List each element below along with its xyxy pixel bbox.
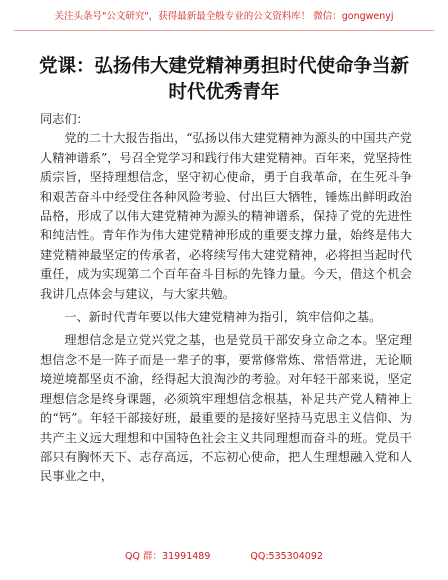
footer-contact [0,548,448,562]
greeting: 同志们： [40,112,89,126]
paragraph-intro: 党的二十大报告指出，“弘扬以伟大建党精神为源头的中国共产党人精神谱系”，号召全党学习和践行伟大建党精神。百年来，党坚持性质宗旨，坚持理想信念，坚守初心使命，勇于自我革命，在生死斗争和艰苦奋斗中经受住各种风险考验、付出巨大牺牲，锤炼出鲜明政治品格，形成了以伟大建党精神为源头的精神谱系，保持了党的先进性和纯洁性。青年作为伟大建党精神形成的重要支撑力量，始终是伟大建党精神最坚定的传承者，必将续写伟大建党精神，必将担当起时代重任，成为实现第二个百年奋斗目标的先锋力量。今天，借这个机会我讲几点体会与建议，与大家共勉。 [40,131,412,301]
footer-qq-group: QQ 群：31991489 [125,551,211,562]
paragraph-section-1: 理想信念是立党兴党之基，也是党员干部安身立命之本。坚定理想信念不是一阵子而是一辈子的事，要常修常炼、常悟常进，无论顺境逆境都坚贞不渝，经得起大浪淘沙的考验。对年轻干部来说，坚定理想信念是终身课题，必须筑牢理想信念根基，补足共产党人精神上的“钙”。年轻干部接好班，最重要的是接好坚持马克思主义信仰、为共产主义远大理想和中国特色社会主义共同理想而奋斗的班。党员干部只有胸怀天下、志存高远，不忘初心使命，把人生理想融入党和人民事业之中， [40,333,412,484]
document-body [40,110,412,487]
footer-qq: QQ:535304092 [250,551,323,562]
document-title: 党课：弘扬伟大建党精神勇担时代使命争当新时代优秀青年 [38,56,409,103]
section-heading-1: 一、新时代青年要以伟大建党精神为指引，筑牢信仰之基。 [64,310,382,325]
header-divider [14,30,434,31]
header-banner: 关注头条号"公文研究"，获得最新最全般专业的公文资料库！ 微信：gongwenyj [54,11,394,22]
